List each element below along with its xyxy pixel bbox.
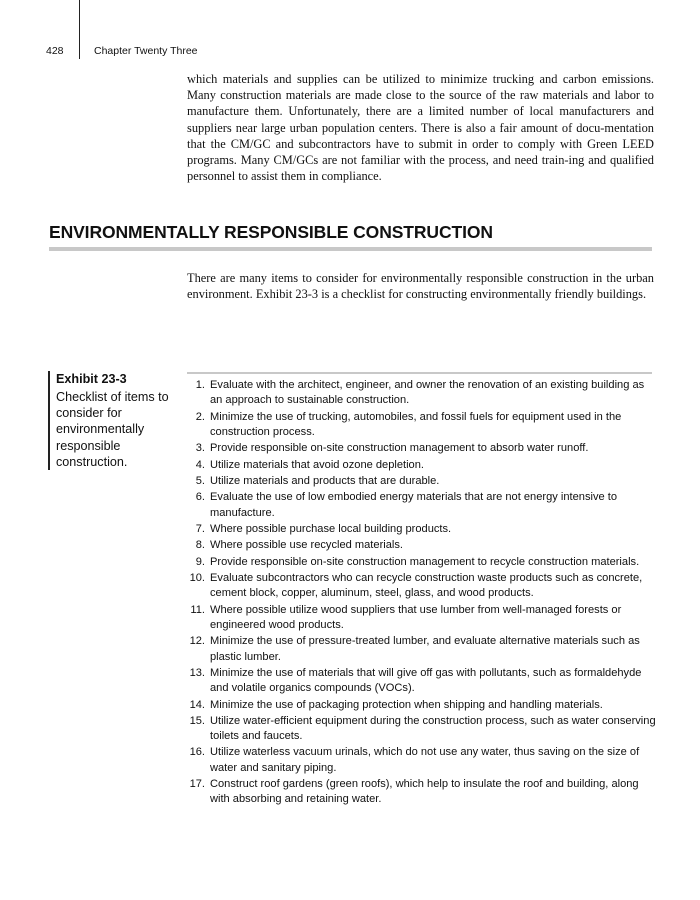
checklist-item-number: 10. bbox=[189, 572, 205, 585]
checklist-item bbox=[187, 410, 657, 440]
chapter-title: Chapter Twenty Three bbox=[94, 45, 198, 57]
checklist-item-number: 17. bbox=[189, 778, 205, 791]
checklist-item bbox=[187, 458, 657, 473]
checklist-item bbox=[187, 474, 657, 489]
checklist-item-number: 12. bbox=[189, 635, 205, 648]
page-number: 428 bbox=[46, 45, 64, 57]
exhibit-caption: Checklist of items to consider for environmentally responsible construction. bbox=[56, 390, 169, 469]
section-paragraph: There are many items to consider for environmentally responsible construction in the urban environment. Exhibit 23-3 is a checklist for constructing environmentally friendly buildings. bbox=[187, 271, 654, 302]
checklist-item-number: 16. bbox=[189, 746, 205, 759]
checklist-item-number: 7. bbox=[195, 522, 205, 535]
section-heading: ENVIRONMENTALLY RESPONSIBLE CONSTRUCTION bbox=[49, 222, 493, 242]
checklist-item bbox=[187, 522, 657, 537]
checklist-item-text: Minimize the use of packaging protection when shipping and handling materials. bbox=[210, 698, 603, 711]
checklist-item-number: 1. bbox=[195, 379, 205, 391]
header-divider-line bbox=[79, 0, 80, 59]
checklist-item bbox=[187, 441, 657, 456]
checklist-item-number: 8. bbox=[195, 539, 205, 552]
checklist-item-text: Provide responsible on-site construction management to recycle construction materials. bbox=[210, 555, 640, 568]
checklist-item-text: Utilize water-efficient equipment during the construction process, such as water conserving toilets and faucets. bbox=[210, 714, 656, 743]
checklist-item-number: 14. bbox=[189, 698, 205, 711]
checklist-item bbox=[187, 666, 657, 696]
checklist-item bbox=[187, 777, 657, 807]
checklist-item-number: 13. bbox=[189, 666, 205, 679]
section-heading-rule bbox=[49, 247, 652, 251]
checklist-item-text: Where possible use recycled materials. bbox=[210, 539, 403, 552]
checklist-item-number: 15. bbox=[189, 714, 205, 727]
checklist-item-text: Provide responsible on-site construction management to absorb water runoff. bbox=[210, 442, 589, 455]
checklist-item-text: Minimize the use of materials that will give off gas with pollutants, such as formaldehyde and volatile organics compounds (VOCs). bbox=[210, 666, 642, 695]
checklist-item-number: 3. bbox=[195, 442, 205, 455]
checklist-item-number: 5. bbox=[195, 474, 205, 487]
checklist-item-number: 6. bbox=[195, 491, 205, 504]
checklist-item-text: Utilize waterless vacuum urinals, which do not use any water, thus saving on the size of water and sanitary piping. bbox=[210, 746, 640, 774]
checklist-item-text: Construct roof gardens (green roofs), which help to insulate the roof and building, along with absorbing and retaining water. bbox=[210, 778, 639, 806]
checklist-item-text: Minimize the use of pressure-treated lumber, and evaluate alternative materials such as plastic lumber. bbox=[210, 635, 640, 663]
checklist-top-rule bbox=[187, 372, 652, 374]
checklist-item-text: Evaluate with the architect, engineer, and owner the renovation of an existing building as an approach to sustainable construction. bbox=[210, 379, 645, 407]
exhibit-title: Exhibit 23-3 bbox=[56, 372, 127, 386]
checklist-item-text: Evaluate subcontractors who can recycle construction waste products such as concrete, cement block, copper, aluminum, steel, glass, and wood products. bbox=[210, 572, 643, 600]
checklist-item-number: 4. bbox=[195, 458, 205, 471]
checklist-item bbox=[187, 634, 657, 664]
checklist-item-number: 9. bbox=[195, 555, 205, 568]
checklist-item-number: 11. bbox=[190, 603, 205, 616]
checklist-item bbox=[187, 603, 657, 633]
checklist-item-number: 2. bbox=[195, 410, 205, 423]
checklist-item bbox=[187, 555, 657, 570]
checklist-item bbox=[187, 714, 657, 744]
checklist-item bbox=[187, 378, 657, 408]
checklist-item bbox=[187, 571, 657, 601]
checklist bbox=[187, 378, 657, 809]
exhibit-sidebar bbox=[48, 371, 178, 470]
checklist-item-text: Evaluate the use of low embodied energy materials that are not energy intensive to manufacture. bbox=[210, 491, 618, 519]
checklist-item-text: Where possible utilize wood suppliers that use lumber from well-managed forests or engineered wood products. bbox=[210, 603, 622, 631]
intro-paragraph: which materials and supplies can be utilized to minimize trucking and carbon emissions. Many construction materials are made close to the source of the raw materials and labor to manufacture them. Unfortunately, there are a limited number of local manufacturers and suppliers near large urban population centers. There is also a fair amount of docu-mentation that the CM/GC and subcontractors have to submit in order to comply with Green LEED programs. Many CM/GCs are not familiar with the process, and need train-ing and qualified personnel to assist them in compliance. bbox=[187, 72, 654, 184]
checklist-item-text: Minimize the use of trucking, automobiles, and fossil fuels for equipment used in the construction process. bbox=[210, 410, 622, 438]
checklist-item-text: Utilize materials and products that are durable. bbox=[210, 474, 440, 487]
checklist-item-text: Utilize materials that avoid ozone depletion. bbox=[210, 458, 424, 471]
checklist-item-text: Where possible purchase local building products. bbox=[210, 522, 452, 535]
checklist-item bbox=[187, 698, 657, 713]
checklist-item bbox=[187, 745, 657, 775]
checklist-item bbox=[187, 538, 657, 553]
checklist-item bbox=[187, 490, 657, 520]
